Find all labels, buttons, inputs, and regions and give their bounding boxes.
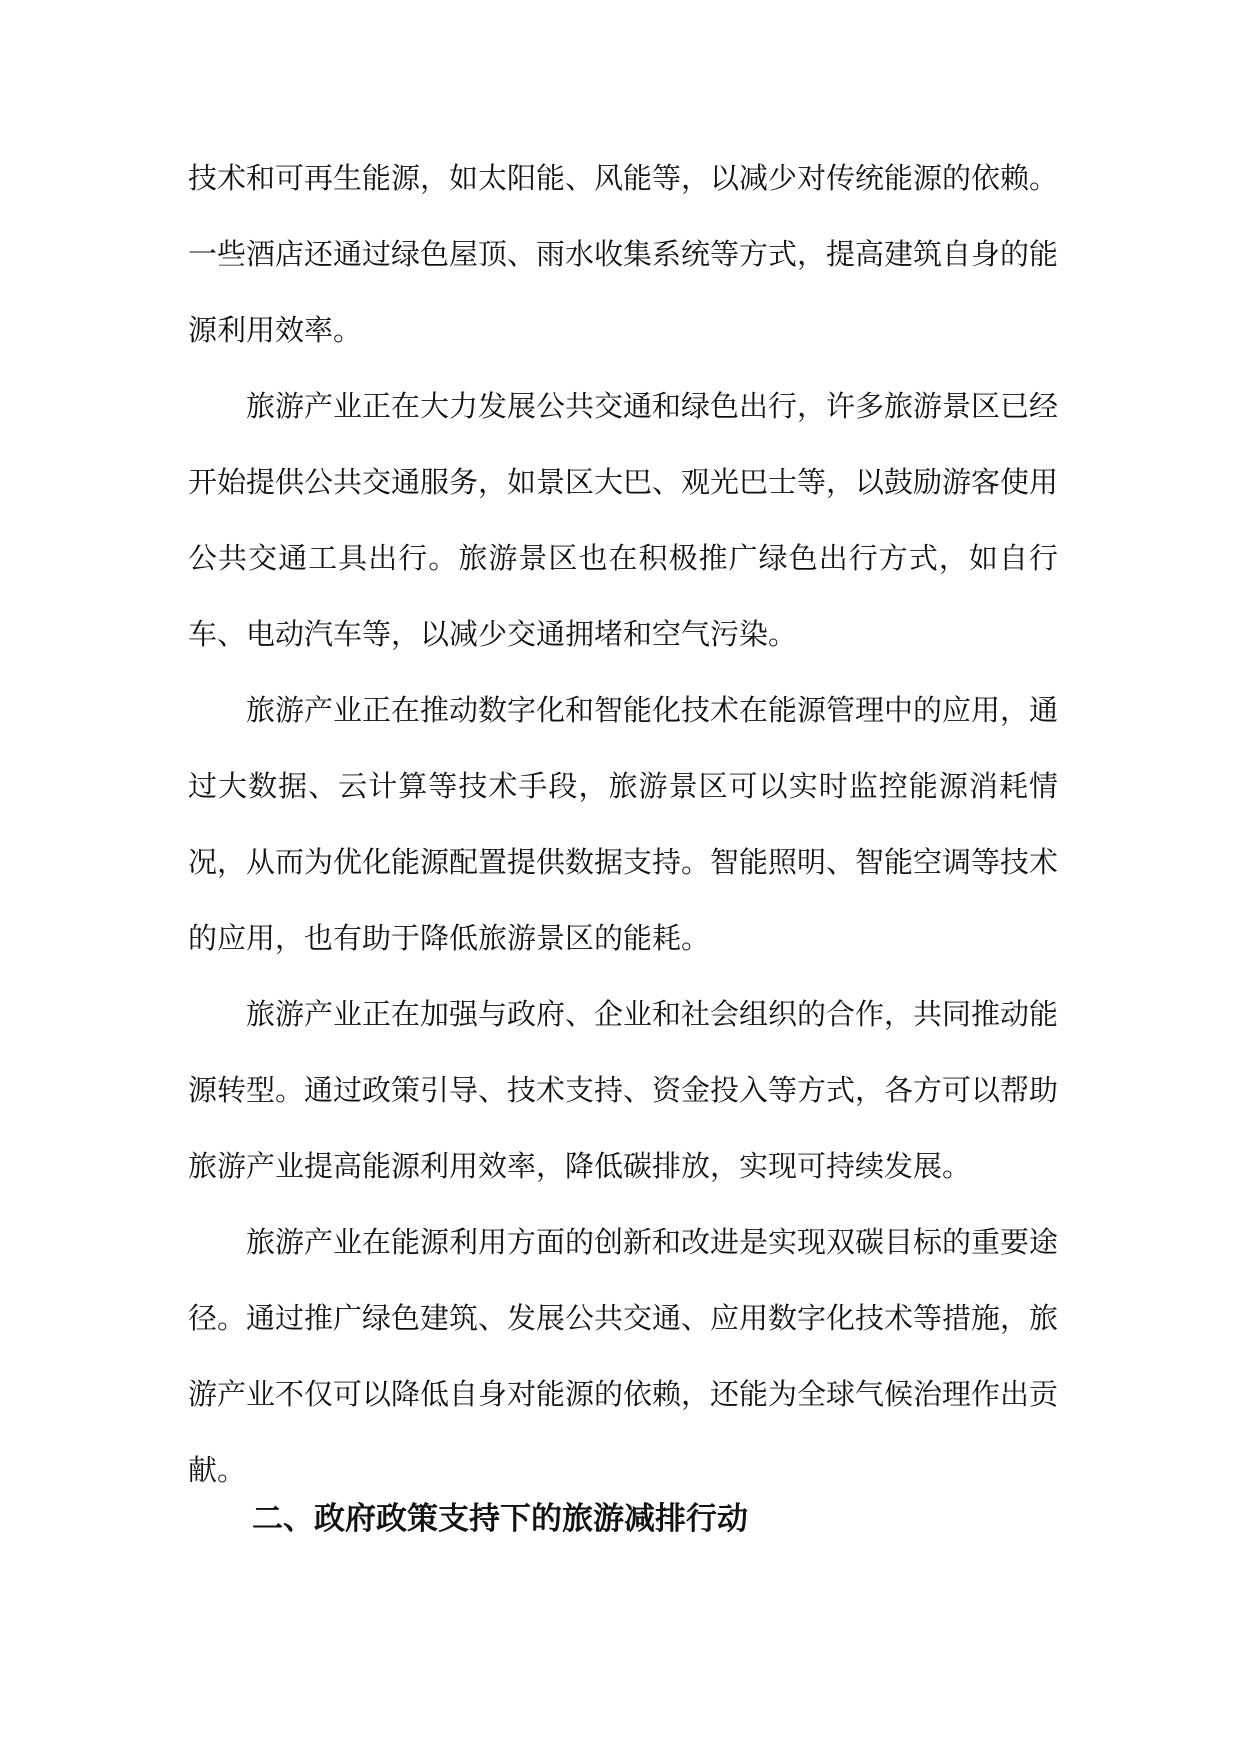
paragraph-conclusion: 旅游产业在能源利用方面的创新和改进是实现双碳目标的重要途径。通过推广绿色建筑、发展公共交通、应用数字化技术等措施，旅游产业不仅可以降低自身对能源的依赖，还能为全球气候治理作出贡献。	[188, 1225, 1059, 1487]
paragraph-digital-energy: 旅游产业正在推动数字化和智能化技术在能源管理中的应用，通过大数据、云计算等技术手段，旅游景区可以实时监控能源消耗情况，从而为优化能源配置提供数据支持。智能照明、智能空调等技术的应用，也有助于降低旅游景区的能耗。	[188, 693, 1059, 955]
paragraph-public-transport: 旅游产业正在大力发展公共交通和绿色出行，许多旅游景区已经开始提供公共交通服务，如景区大巴、观光巴士等，以鼓励游客使用公共交通工具出行。旅游景区也在积极推广绿色出行方式，如自行车、电动汽车等，以减少交通拥堵和空气污染。	[188, 389, 1059, 651]
section-heading: 二、政府政策支持下的旅游减排行动	[252, 1501, 748, 1537]
body-text	[188, 140, 1058, 1508]
paragraph-continuation: 技术和可再生能源，如太阳能、风能等，以减少对传统能源的依赖。一些酒店还通过绿色屋顶、雨水收集系统等方式，提高建筑自身的能源利用效率。	[188, 161, 1059, 347]
paragraph-cooperation: 旅游产业正在加强与政府、企业和社会组织的合作，共同推动能源转型。通过政策引导、技术支持、资金投入等方式，各方可以帮助旅游产业提高能源利用效率，降低碳排放，实现可持续发展。	[188, 997, 1059, 1183]
